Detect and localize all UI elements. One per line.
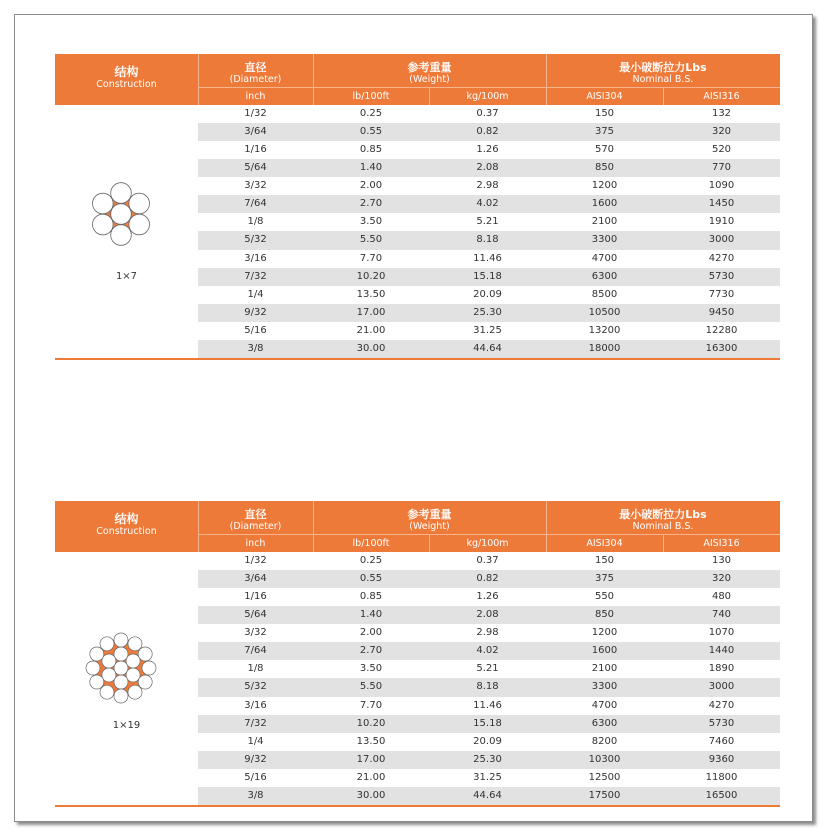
subheader-inch: inch	[245, 538, 266, 549]
header-weight-cn: 参考重量	[407, 508, 452, 521]
table-cell: 8.18	[476, 681, 499, 693]
header-construction	[55, 501, 198, 552]
table-header	[55, 54, 780, 105]
table-cell: 1200	[591, 627, 618, 639]
construction-label: 1×7	[115, 271, 138, 282]
table-cell: 9360	[708, 753, 735, 765]
table-cell: 1600	[591, 645, 618, 657]
table-cell: 3/32	[244, 627, 267, 639]
table-cell: 130	[711, 555, 732, 566]
table-row	[198, 660, 780, 678]
table-row	[198, 213, 780, 231]
table-cell: 1.26	[476, 144, 499, 156]
header-construction	[55, 54, 198, 105]
table-rows	[198, 552, 780, 805]
table-cell: 3/32	[244, 180, 267, 192]
table-cell: 375	[594, 126, 615, 138]
table-cell: 6300	[591, 270, 618, 282]
table-cell: 0.25	[359, 555, 383, 566]
table-cell: 11.46	[473, 252, 502, 264]
table-cell: 0.55	[359, 573, 383, 585]
table-cell: 10300	[588, 753, 621, 765]
construction-cell	[55, 552, 198, 805]
table-cell: 1.40	[359, 609, 383, 621]
table-cell: 2.98	[476, 627, 499, 639]
subheader-kg-100m: kg/100m	[466, 538, 509, 549]
table-cell: 520	[711, 144, 732, 156]
table-cell: 1450	[708, 198, 735, 210]
table-cell: 1890	[708, 663, 735, 675]
table-cell: 25.30	[473, 306, 502, 318]
table-cell: 4700	[591, 699, 618, 711]
table-cell: 21.00	[356, 771, 386, 783]
table-row	[198, 769, 780, 787]
table-cell: 3/64	[244, 126, 267, 138]
table-cell: 15.18	[473, 270, 502, 282]
table-cell: 17.00	[356, 753, 386, 765]
table-row	[198, 177, 780, 195]
header-diameter-en: (Diameter)	[229, 521, 282, 532]
subheader-lb-100ft: lb/100ft	[352, 538, 390, 549]
header-breaking-strength	[546, 54, 780, 87]
construction-label: 1×19	[112, 720, 141, 731]
table-cell: 2.00	[359, 627, 383, 639]
header-breaking-strength	[546, 501, 780, 534]
header-weight-cn: 参考重量	[407, 61, 452, 74]
table-cell: 7460	[708, 735, 735, 747]
table-cell: 3000	[708, 234, 735, 246]
table-cell: 150	[594, 555, 615, 566]
table-cell: 30.00	[356, 342, 386, 354]
table-cell: 44.64	[473, 789, 502, 801]
table-cell: 10.20	[356, 270, 386, 282]
table-cell: 740	[711, 609, 732, 621]
table-row	[198, 340, 780, 358]
table-cell: 1/16	[244, 144, 267, 156]
table-row	[198, 105, 780, 123]
table-cell: 4270	[708, 699, 735, 711]
table-cell: 1/32	[244, 108, 267, 119]
table-row	[198, 268, 780, 286]
table-row	[198, 697, 780, 715]
table-cell: 480	[711, 591, 732, 603]
table-row	[198, 195, 780, 213]
table-row	[198, 286, 780, 304]
table-row	[198, 787, 780, 805]
subheader-kg-100m: kg/100m	[466, 91, 509, 102]
header-diameter-en: (Diameter)	[229, 74, 282, 85]
table-row	[198, 642, 780, 660]
table-cell: 31.25	[473, 324, 502, 336]
table-cell: 5/64	[244, 162, 267, 174]
header-bs-cn: 最小破断拉力Lbs	[619, 508, 707, 521]
table-cell: 3000	[708, 681, 735, 693]
table-cell: 0.85	[359, 591, 383, 603]
table-cell: 132	[711, 108, 732, 119]
table-cell: 15.18	[473, 717, 502, 729]
table-cell: 30.00	[356, 789, 386, 801]
table-cell: 2.00	[359, 180, 383, 192]
table-cell: 13200	[588, 324, 621, 336]
header-construction-cn: 结构	[114, 65, 139, 79]
table-body	[55, 552, 780, 805]
header-diameter	[198, 54, 313, 87]
table-cell: 375	[594, 573, 615, 585]
header-construction-en: Construction	[96, 526, 157, 537]
table-cell: 7/64	[244, 198, 267, 210]
table-cell: 1070	[708, 627, 735, 639]
spec-table-1x19	[55, 501, 780, 805]
table-cell: 5/16	[244, 324, 267, 336]
table-cell: 6300	[591, 717, 618, 729]
table-cell: 18000	[588, 342, 621, 354]
table-cell: 5/64	[244, 609, 267, 621]
table-cell: 8500	[591, 288, 618, 300]
table-cell: 2.08	[476, 609, 499, 621]
header-weight-en: (Weight)	[409, 521, 450, 532]
table-cell: 1.26	[476, 591, 499, 603]
table-cell: 2.70	[359, 198, 383, 210]
table-cell: 1/4	[247, 735, 264, 747]
table-cell: 3.50	[359, 663, 383, 675]
header-diameter-cn: 直径	[244, 61, 267, 74]
table-cell: 8.18	[476, 234, 499, 246]
table-cell: 1/4	[247, 288, 264, 300]
table-cell: 770	[711, 162, 732, 174]
table-cell: 7.70	[359, 252, 383, 264]
table-cell: 12280	[705, 324, 738, 336]
table-row	[198, 250, 780, 268]
table-row	[198, 570, 780, 588]
subheader-aisi316: AISI316	[703, 91, 740, 102]
table-cell: 5/32	[244, 234, 267, 246]
table-cell: 850	[594, 609, 615, 621]
table-cell: 3/8	[247, 342, 264, 354]
table-row	[198, 304, 780, 322]
table-cell: 17.00	[356, 306, 386, 318]
table-cell: 3.50	[359, 216, 383, 228]
table-cell: 13.50	[356, 288, 386, 300]
spec-table-1x7	[55, 54, 780, 358]
table-row	[198, 678, 780, 696]
table-cell: 9450	[708, 306, 735, 318]
table-cell: 20.09	[473, 288, 502, 300]
table-cell: 7/32	[244, 270, 267, 282]
table-cell: 5.21	[476, 663, 499, 675]
table-cell: 1200	[591, 180, 618, 192]
table-row	[198, 322, 780, 340]
table-cell: 5.21	[476, 216, 499, 228]
table-row	[198, 552, 780, 570]
strand-1x7-icon	[83, 179, 159, 249]
table-cell: 3300	[591, 234, 618, 246]
table-cell: 1/8	[247, 216, 264, 228]
table-cell: 17500	[588, 789, 621, 801]
table-cell: 1090	[708, 180, 735, 192]
table-cell: 0.37	[476, 108, 499, 119]
table-cell: 0.25	[359, 108, 383, 119]
table-cell: 44.64	[473, 342, 502, 354]
table-row	[198, 751, 780, 769]
table-cell: 7/32	[244, 717, 267, 729]
table-cell: 5/32	[244, 681, 267, 693]
table-cell: 4.02	[476, 198, 499, 210]
table-cell: 2.08	[476, 162, 499, 174]
table-cell: 1/32	[244, 555, 267, 566]
table-header	[55, 501, 780, 552]
table-cell: 4700	[591, 252, 618, 264]
table-cell: 20.09	[473, 735, 502, 747]
table-cell: 1/16	[244, 591, 267, 603]
table-cell: 320	[711, 126, 732, 138]
table-row	[198, 159, 780, 177]
table-cell: 5.50	[359, 234, 383, 246]
header-diameter	[198, 501, 313, 534]
table-cell: 10500	[588, 306, 621, 318]
header-weight	[313, 54, 546, 87]
table-row	[198, 141, 780, 159]
header-diameter-cn: 直径	[244, 508, 267, 521]
table-row	[198, 715, 780, 733]
strand-1x19-icon	[83, 630, 159, 706]
table-cell: 4.02	[476, 645, 499, 657]
table-cell: 1.40	[359, 162, 383, 174]
table-row	[198, 733, 780, 751]
table-cell: 0.82	[476, 573, 499, 585]
construction-cell	[55, 105, 198, 358]
table-cell: 5.50	[359, 681, 383, 693]
table-cell: 4270	[708, 252, 735, 264]
table-cell: 0.55	[359, 126, 383, 138]
table-cell: 3/16	[244, 699, 267, 711]
table-cell: 3/64	[244, 573, 267, 585]
table-row	[198, 606, 780, 624]
table-cell: 13.50	[356, 735, 386, 747]
table-cell: 12500	[588, 771, 621, 783]
table-cell: 1/8	[247, 663, 264, 675]
table-cell: 5730	[708, 717, 735, 729]
table-cell: 11800	[705, 771, 738, 783]
table-row	[198, 624, 780, 642]
subheader-inch: inch	[245, 91, 266, 102]
table-rows	[198, 105, 780, 358]
table-row	[198, 588, 780, 606]
table-cell: 21.00	[356, 324, 386, 336]
table-cell: 0.82	[476, 126, 499, 138]
table-cell: 5730	[708, 270, 735, 282]
table-cell: 850	[594, 162, 615, 174]
table-cell: 16500	[705, 789, 738, 801]
header-weight-en: (Weight)	[409, 74, 450, 85]
table-cell: 10.20	[356, 717, 386, 729]
table-cell: 7.70	[359, 699, 383, 711]
table-cell: 31.25	[473, 771, 502, 783]
table-cell: 1600	[591, 198, 618, 210]
table-cell: 16300	[705, 342, 738, 354]
table-cell: 3/16	[244, 252, 267, 264]
table-cell: 0.37	[476, 555, 499, 566]
table-cell: 1910	[708, 216, 735, 228]
table-cell: 2.70	[359, 645, 383, 657]
subheader-lb-100ft: lb/100ft	[352, 91, 390, 102]
table-bottom-rule	[55, 805, 780, 807]
table-cell: 570	[594, 144, 615, 156]
table-cell: 3/8	[247, 789, 264, 801]
table-cell: 0.85	[359, 144, 383, 156]
table-cell: 11.46	[473, 699, 502, 711]
table-cell: 7/64	[244, 645, 267, 657]
table-cell: 2100	[591, 216, 618, 228]
table-cell: 9/32	[244, 306, 267, 318]
table-row	[198, 231, 780, 249]
header-construction-cn: 结构	[114, 512, 139, 526]
header-bs-en: Nominal B.S.	[632, 74, 694, 85]
subheader-aisi304: AISI304	[586, 91, 623, 102]
table-cell: 320	[711, 573, 732, 585]
subheader-aisi316: AISI316	[703, 538, 740, 549]
table-cell: 8200	[591, 735, 618, 747]
table-cell: 5/16	[244, 771, 267, 783]
table-cell: 550	[594, 591, 615, 603]
subheader-aisi304: AISI304	[586, 538, 623, 549]
table-cell: 25.30	[473, 753, 502, 765]
table-row	[198, 123, 780, 141]
table-cell: 2.98	[476, 180, 499, 192]
table-cell: 3300	[591, 681, 618, 693]
table-cell: 150	[594, 108, 615, 119]
table-body	[55, 105, 780, 358]
table-cell: 9/32	[244, 753, 267, 765]
table-cell: 2100	[591, 663, 618, 675]
table-cell: 1440	[708, 645, 735, 657]
table-bottom-rule	[55, 358, 780, 360]
header-bs-cn: 最小破断拉力Lbs	[619, 61, 707, 74]
table-cell: 7730	[708, 288, 735, 300]
header-weight	[313, 501, 546, 534]
header-construction-en: Construction	[96, 79, 157, 90]
header-bs-en: Nominal B.S.	[632, 521, 694, 532]
